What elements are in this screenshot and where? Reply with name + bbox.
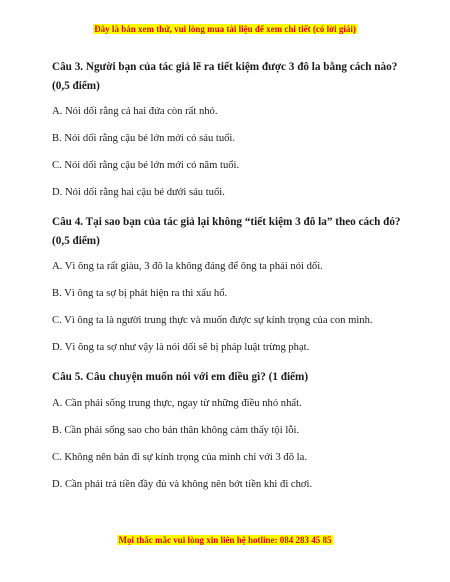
question-block-5: [52, 368, 402, 492]
question-3-option-d: D. Nói dối rằng hai cậu bé dưới sáu tuổi.: [52, 187, 225, 198]
question-5-option-b: B. Cần phải sống sao cho bản thân không cảm thấy tội lỗi.: [52, 425, 300, 436]
question-4-text: Câu 4. Tại sao bạn của tác giả lại không “tiết kiệm 3 đô la” theo cách đó? (0,5 điểm): [52, 216, 401, 247]
question-block-4: [52, 213, 402, 355]
question-5-text: Câu 5. Câu chuyện muốn nói với em điều gì? (1 điểm): [52, 371, 309, 383]
hotline-banner: [0, 534, 450, 546]
question-5-option-d: D. Cần phải trả tiền đầy đủ và không nên bớt tiền khi đi chơi.: [52, 479, 313, 490]
question-5-option-c: C. Không nên bán đi sự kính trọng của mình chỉ với 3 đô la.: [52, 452, 307, 463]
question-3-option-c: C. Nói dối rằng cậu bé lớn mới có năm tuổi.: [52, 160, 240, 171]
question-4-option-d: D. Vì ông ta sợ như vậy là nói dối sẽ bị pháp luật trừng phạt.: [52, 342, 310, 353]
preview-notice-text: Đây là bản xem thử, vui lòng mua tài liệu để xem chi tiết (có lời giải): [94, 24, 356, 34]
quiz-content: [52, 58, 402, 505]
question-block-3: [52, 58, 402, 200]
question-3-text: Câu 3. Người bạn của tác giả lẽ ra tiết kiệm được 3 đô la bằng cách nào? (0,5 điểm): [52, 61, 398, 92]
question-3-option-a: A. Nói dối rằng cả hai đứa còn rất nhỏ.: [52, 106, 218, 117]
question-4-option-c: C. Vì ông ta là người trung thực và muốn được sự kính trọng của con mình.: [52, 315, 373, 326]
question-4-option-b: B. Vì ông ta sợ bị phát hiện ra thì xấu hổ.: [52, 288, 228, 299]
question-3-option-b: B. Nói dối rằng cậu bé lớn mới có sáu tuổi.: [52, 133, 236, 144]
hotline-text: Mọi thắc mắc vui lòng xin liên hệ hotline: 084 283 45 85: [118, 535, 332, 545]
question-5-option-a: A. Cần phải sống trung thực, ngay từ những điều nhỏ nhất.: [52, 398, 302, 409]
preview-notice-banner: [0, 23, 450, 35]
question-4-option-a: A. Vì ông ta rất giàu, 3 đô la không đáng để ông ta phải nói dối.: [52, 261, 323, 272]
